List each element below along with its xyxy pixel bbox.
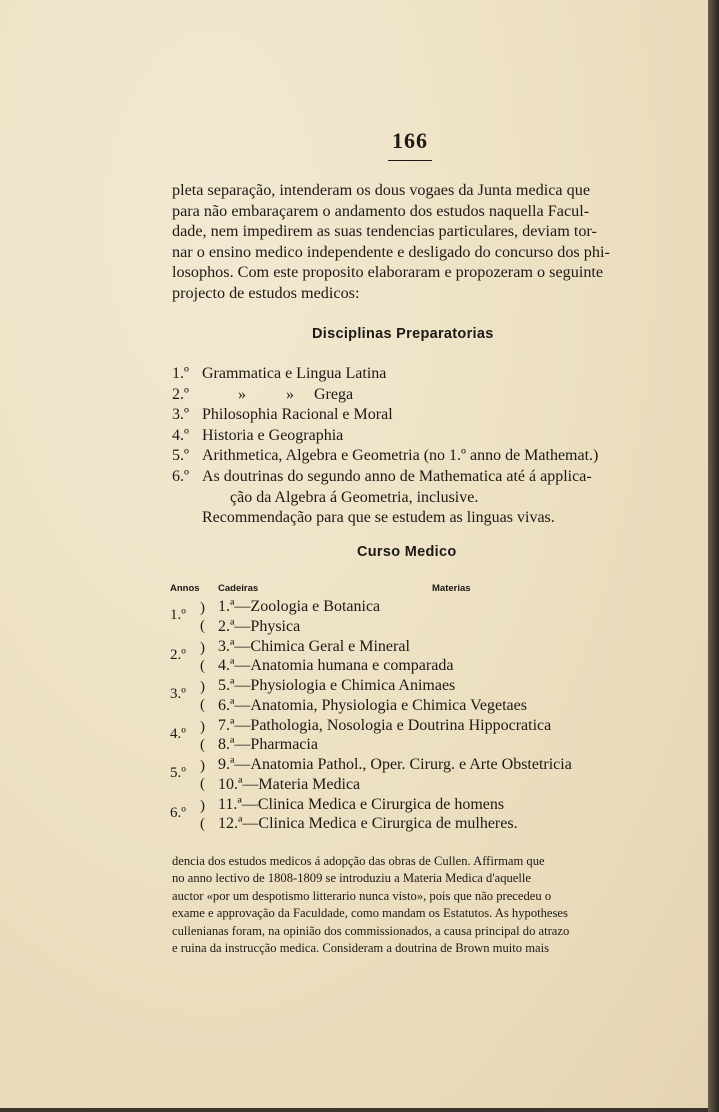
year-group xyxy=(170,597,660,637)
paragraph-line: losophos. Com este proposito elaboraram e propozeram o seguinte xyxy=(172,263,604,282)
year-group xyxy=(170,795,660,835)
footnote-line: e ruina da instrucção medica. Consideram a doutrina de Brown muito mais xyxy=(172,941,550,956)
prep-text: Historia e Geographia xyxy=(202,426,344,444)
year-label: 2.º xyxy=(170,646,186,663)
year-label: 6.º xyxy=(170,804,186,821)
chair-line: 10.ª—Materia Medica xyxy=(218,775,361,793)
course-heading: Curso Medico xyxy=(357,544,457,560)
prep-num: 3.º xyxy=(172,406,189,424)
paragraph-line: pleta separação, intenderam os dous vogaes da Junta medica que xyxy=(172,181,591,199)
col-header-years: Annos xyxy=(170,583,200,594)
footnote-line: dencia dos estudos medicos á adopção das obras de Cullen. Affirmam que xyxy=(172,854,545,868)
chair-line: 3.ª—Chimica Geral e Mineral xyxy=(218,637,410,655)
chair-line: 6.ª—Anatomia, Physiologia e Chimica Vegetaes xyxy=(218,696,527,714)
chair-line: 12.ª—Clinica Medica e Cirurgica de mulheres. xyxy=(218,815,518,833)
body-paragraph xyxy=(172,180,648,304)
brace-icon: ) ( xyxy=(200,718,205,753)
paragraph-line: para não embaraçarem o andamento dos estudos naquella Facul- xyxy=(172,201,590,220)
year-group xyxy=(170,676,660,716)
year-label: 3.º xyxy=(170,686,186,702)
prep-text: As doutrinas do segundo anno de Mathematica até á applica- xyxy=(202,467,592,485)
footnote-line: cullenianas foram, na opinião dos commissionados, a causa principal do atrazo xyxy=(172,923,570,938)
prep-item xyxy=(172,467,662,488)
year-chairs xyxy=(218,716,551,756)
prep-item xyxy=(172,385,662,406)
prep-text: » » Grega xyxy=(238,385,354,403)
year-group xyxy=(170,755,660,795)
prep-num: 4.º xyxy=(172,426,189,444)
prep-recommendation: Recommendação para que se estudem as linguas vivas. xyxy=(202,509,555,527)
prep-continuation: ção da Algebra á Geometria, inclusive. xyxy=(230,488,479,506)
footnote-line: exame e approvação da Faculdade, como mandam os Estatutos. As hypotheses xyxy=(172,906,568,921)
footnote xyxy=(172,853,648,957)
prep-num: 6.º xyxy=(172,467,189,485)
prep-item xyxy=(172,405,662,426)
brace-icon: ) ( xyxy=(200,679,205,713)
paragraph-line: dade, nem impedirem as suas tendencias particulares, deviam tor- xyxy=(172,222,597,241)
year-label: 5.º xyxy=(170,765,186,781)
paragraph-line: nar o ensino medico independente e desligado do concurso dos phi- xyxy=(172,242,610,261)
year-group xyxy=(170,637,660,677)
chair-line: 7.ª—Pathologia, Nosologia e Doutrina Hippocratica xyxy=(218,716,552,734)
prep-heading: Disciplinas Preparatorias xyxy=(312,326,494,342)
prep-text: Grammatica e Lingua Latina xyxy=(202,365,387,382)
course-table xyxy=(170,597,660,834)
year-chairs xyxy=(218,795,518,835)
paragraph-line: projecto de estudos medicos: xyxy=(172,283,360,302)
prep-num: 5.º xyxy=(172,447,189,465)
prep-text: Philosophia Racional e Moral xyxy=(202,406,393,424)
year-chairs xyxy=(218,676,527,716)
year-chairs xyxy=(218,597,380,637)
prep-list xyxy=(172,364,662,529)
prep-text: Arithmetica, Algebra e Geometria (no 1.º anno de Mathemat.) xyxy=(202,447,599,465)
chair-line: 1.ª—Zoologia e Botanica xyxy=(218,598,381,615)
book-edge xyxy=(708,0,719,1112)
prep-num: 1.º xyxy=(172,365,189,382)
prep-item xyxy=(172,364,662,385)
page-number: 166 xyxy=(392,128,428,153)
year-group xyxy=(170,716,660,756)
prep-item xyxy=(172,446,662,467)
year-chairs xyxy=(218,637,453,677)
page-number-rule xyxy=(388,160,432,161)
chair-line: 2.ª—Physica xyxy=(218,617,301,635)
year-label: 1.º xyxy=(170,607,186,623)
col-header-chairs: Cadeiras xyxy=(218,583,259,594)
chair-line: 9.ª—Anatomia Pathol., Oper. Cirurg. e Arte Obstetricia xyxy=(218,756,572,773)
brace-icon: ) ( xyxy=(200,758,205,792)
chair-line: 8.ª—Pharmacia xyxy=(218,736,318,754)
year-label: 4.º xyxy=(170,725,186,742)
chair-line: 11.ª—Clinica Medica e Cirurgica de homens xyxy=(218,795,505,813)
chair-line: 4.ª—Anatomia humana e comparada xyxy=(218,657,454,675)
chair-line: 5.ª—Physiologia e Chimica Animaes xyxy=(218,677,456,694)
col-header-subjects: Materias xyxy=(432,583,471,594)
brace-icon: ) ( xyxy=(200,639,205,674)
year-chairs xyxy=(218,755,572,795)
footnote-line: no anno lectivo de 1808-1809 se introduziu a Materia Medica d'aquelle xyxy=(172,871,531,886)
brace-icon: ) ( xyxy=(200,797,205,832)
prep-num: 2.º xyxy=(172,385,189,403)
brace-icon: ) ( xyxy=(200,600,205,634)
footnote-line: auctor «por um despotismo litterario nunca visto», pois que não precedeu o xyxy=(172,888,552,903)
prep-item xyxy=(172,426,662,447)
